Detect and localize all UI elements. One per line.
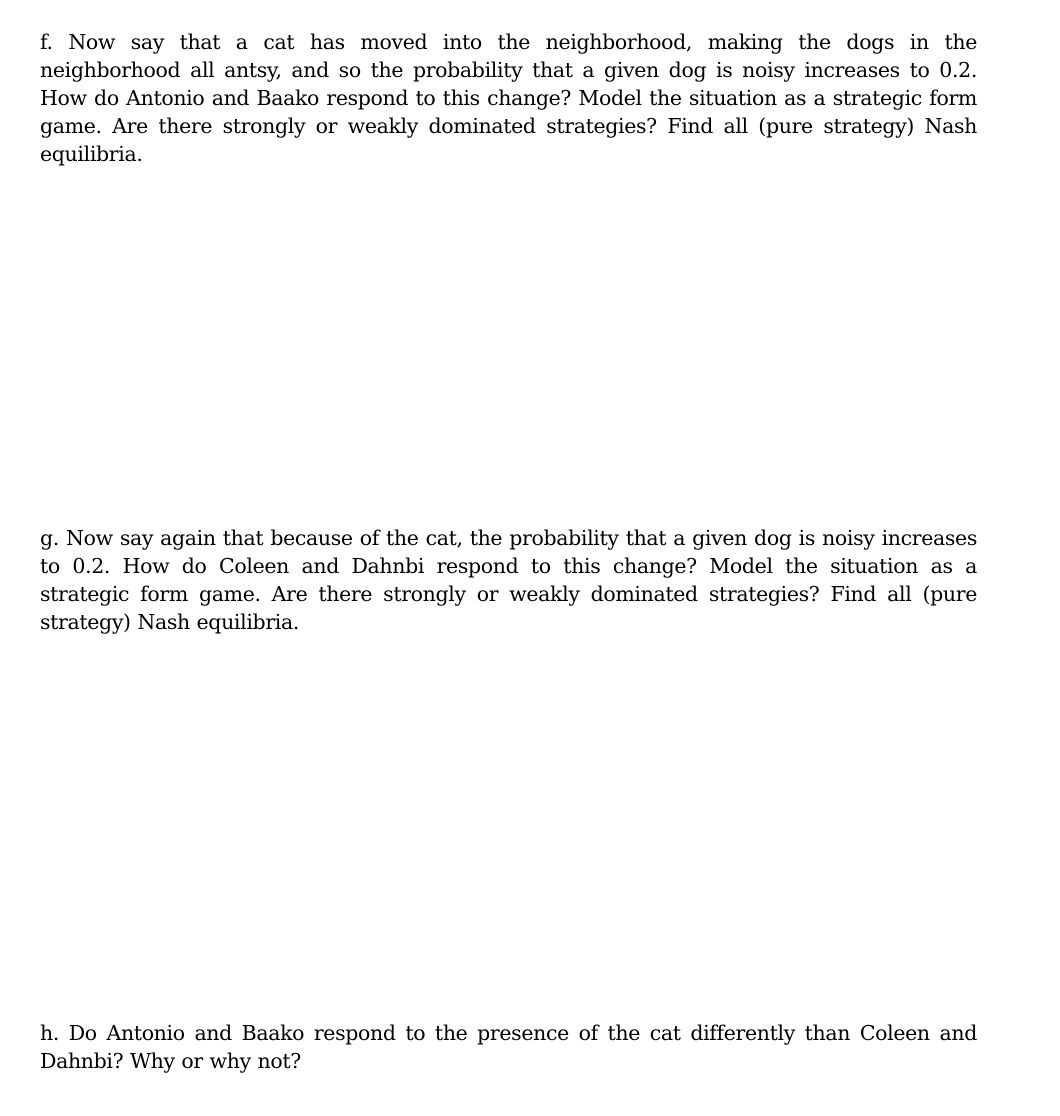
question-f-text: f. Now say that a cat has moved into the neighborhood, making the dogs in the neighborhood all antsy, and so the probability that a given dog is noisy increases to 0.2. How do Antonio and Baako respond to this change? Model the situation as a strategic form game. Are there strongly or weakly dominated strategies? Find all (pure strategy) Nash equilibria. [40, 30, 977, 166]
question-h-text: h. Do Antonio and Baako respond to the presence of the cat differently than Coleen and Dahnbi? Why or why not? [40, 1021, 977, 1073]
question-g-text: g. Now say again that because of the cat, the probability that a given dog is noisy increases to 0.2. How do Coleen and Dahnbi respond to this change? Model the situation as a strategic form game. Are there strongly or weakly dominated strategies? Find all (pure strategy) Nash equilibria. [40, 526, 977, 634]
